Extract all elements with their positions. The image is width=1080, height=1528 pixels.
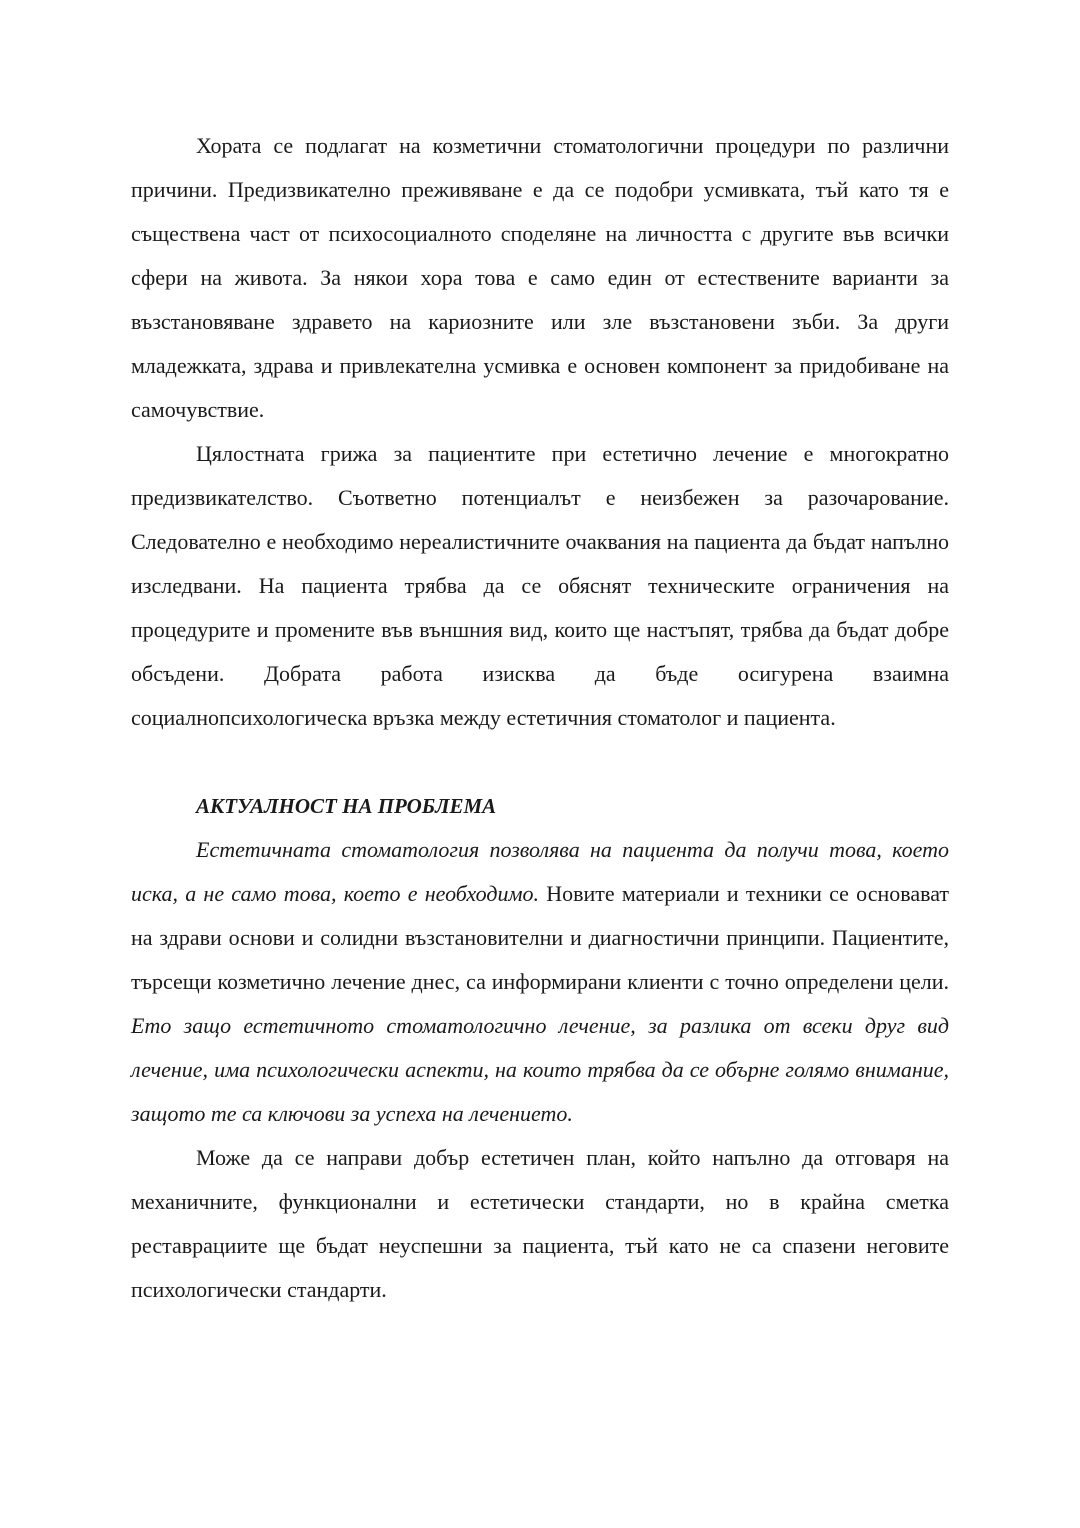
paragraph-patient-care: Цялостната грижа за пациентите при естетично лечение е многократно предизвикателство. Съответно потенциалът е неизбежен за разочарование. Следователно е необходимо нереалистичните очаквания на пациента да бъдат напълно изследвани. На пациента трябва да се обяснят техническите ограничения на процедурите и промените във външния вид, които ще настъпят, трябва да бъдат добре обсъдени. Добрата работа изисква да бъде осигурена взаимна социалнопсихологическа връзка между естетичния стоматолог и пациента. bbox=[131, 441, 949, 730]
italic-lead-text: Естетичната стоматология позволява на пациента да получи това, което иска, а не само това, което е необходимо. bbox=[131, 837, 949, 906]
paragraph-intro: Хората се подлагат на козметични стоматологични процедури по различни причини. Предизвикателно преживяване е да се подобри усмивката, тъй като тя е съществена част от психосоциалното споделяне на личността с другите във всички сфери на живота. За някои хора това е само един от естествените варианти за възстановяване здравето на кариозните или зле възстановени зъби. За други младежката, здрава и привлекателна усмивка е основен компонент за придобиване на самочувствие. bbox=[131, 133, 949, 422]
section-heading: АКТУАЛНОСТ НА ПРОБЛЕМА bbox=[196, 794, 497, 818]
italic-tail-text: Ето защо естетичното стоматологично лечение, за разлика от всеки друг вид лечение, има психологически аспекти, на които трябва да се обърне голямо внимание, защото те са ключови за успеха на лечението. bbox=[131, 1013, 949, 1126]
paragraph-relevance bbox=[131, 828, 949, 1136]
paragraph-aesthetic-plan: Може да се направи добър естетичен план, който напълно да отговаря на механичните, функционални и естетически стандарти, но в крайна сметка реставрациите ще бъдат неуспешни за пациента, тъй като не са спазени неговите психологически стандарти. bbox=[131, 1145, 949, 1302]
document-page bbox=[131, 124, 949, 1312]
regular-middle-text: Новите материали и техники се основават на здрави основи и солидни възстановителни и диагностични принципи. Пациентите, търсещи козметично лечение днес, са информирани клиенти с точно определени цели. bbox=[131, 881, 950, 994]
